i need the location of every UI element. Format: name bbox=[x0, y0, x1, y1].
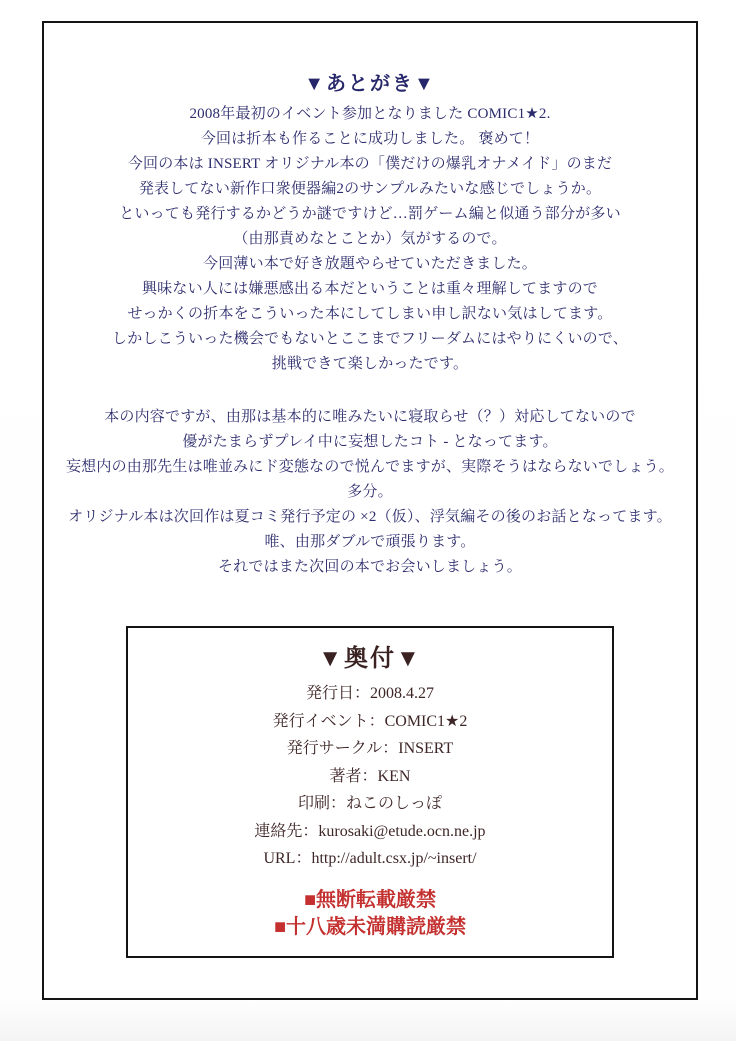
colophon-printer: 印刷：ねこのしっぽ bbox=[297, 795, 442, 812]
colophon-url: URL：http://adult.csx.jp/~insert/ bbox=[263, 850, 477, 867]
afterword-line: それではまた次回の本でお会いしましょう。 bbox=[217, 559, 522, 575]
afterword-title: ▼あとがき▼ bbox=[304, 73, 436, 95]
afterword-line: 挑戦できて楽しかったです。 bbox=[271, 356, 469, 372]
colophon-details bbox=[128, 680, 612, 873]
colophon-publish-date: 発行日：2008.4.27 bbox=[305, 685, 434, 702]
afterword-line: 多分。 bbox=[347, 484, 393, 500]
afterword-line: 今回薄い本で好き放題やらせていただきました。 bbox=[203, 256, 537, 272]
afterword-line: しかしこういった機会でもないとここまでフリーダムにはやりにくいので、 bbox=[112, 331, 628, 347]
afterword-line: （由那責めなとことか）気がするので。 bbox=[233, 231, 507, 247]
colophon-contact-email: 連絡先：kurosaki@etude.ocn.ne.jp bbox=[254, 822, 486, 840]
colophon-event: 発行イベント：COMIC1★2 bbox=[272, 712, 468, 730]
colophon-author: 著者：KEN bbox=[329, 767, 411, 785]
afterword-line: 唯、由那ダブルで頑張ります。 bbox=[264, 534, 476, 550]
afterword-line: 興味ない人には嫌悪感出る本だということは重々理解してますので bbox=[141, 281, 598, 297]
afterword-line: 優がたまらずプレイ中に妄想したコト - となってます。 bbox=[182, 434, 558, 450]
afterword-line: 発表してない新作口衆便器編2のサンプルみたいな感じでしょうか。 bbox=[138, 181, 602, 197]
page-border-frame bbox=[42, 21, 698, 1000]
warning-no-reprint: ■無断転載厳禁 bbox=[303, 888, 437, 911]
warning-adults-only: ■十八歳未満購読厳禁 bbox=[273, 915, 467, 938]
colophon-warnings bbox=[128, 887, 612, 941]
afterword-line: といっても発行するかどうか謎ですけど…罰ゲーム編と似通う部分が多い bbox=[119, 206, 621, 222]
afterword-line: 本の内容ですが、由那は基本的に唯みたいに寝取らせ（？）対応してないので bbox=[104, 409, 636, 425]
afterword-line: 今回の本は INSERT オリジナル本の「僕だけの爆乳オナメイド」のまだ bbox=[127, 156, 613, 172]
colophon-circle: 発行サークル：INSERT bbox=[286, 740, 454, 757]
afterword-paragraph-2 bbox=[44, 405, 696, 580]
afterword-paragraph-1 bbox=[44, 102, 696, 377]
afterword-line: 妄想内の由那先生は唯並みにド変態なので悦んでますが、実際そうはならないでしょう。 bbox=[65, 459, 674, 475]
colophon-title: ▼奥付▼ bbox=[318, 646, 422, 672]
afterword-line: 今回は折本も作ることに成功しました。 褒めて！ bbox=[200, 131, 540, 147]
afterword-line: 2008年最初のイベント参加となりました COMIC1★2. bbox=[189, 106, 551, 122]
afterword-line: せっかくの折本をこういった本にしてしまい申し訳ない気はしてます。 bbox=[127, 306, 613, 322]
afterword-line: オリジナル本は次回作は夏コミ発行予定の ×2（仮）、浮気編その後のお話となってます。 bbox=[68, 509, 672, 525]
colophon-box bbox=[126, 626, 614, 958]
